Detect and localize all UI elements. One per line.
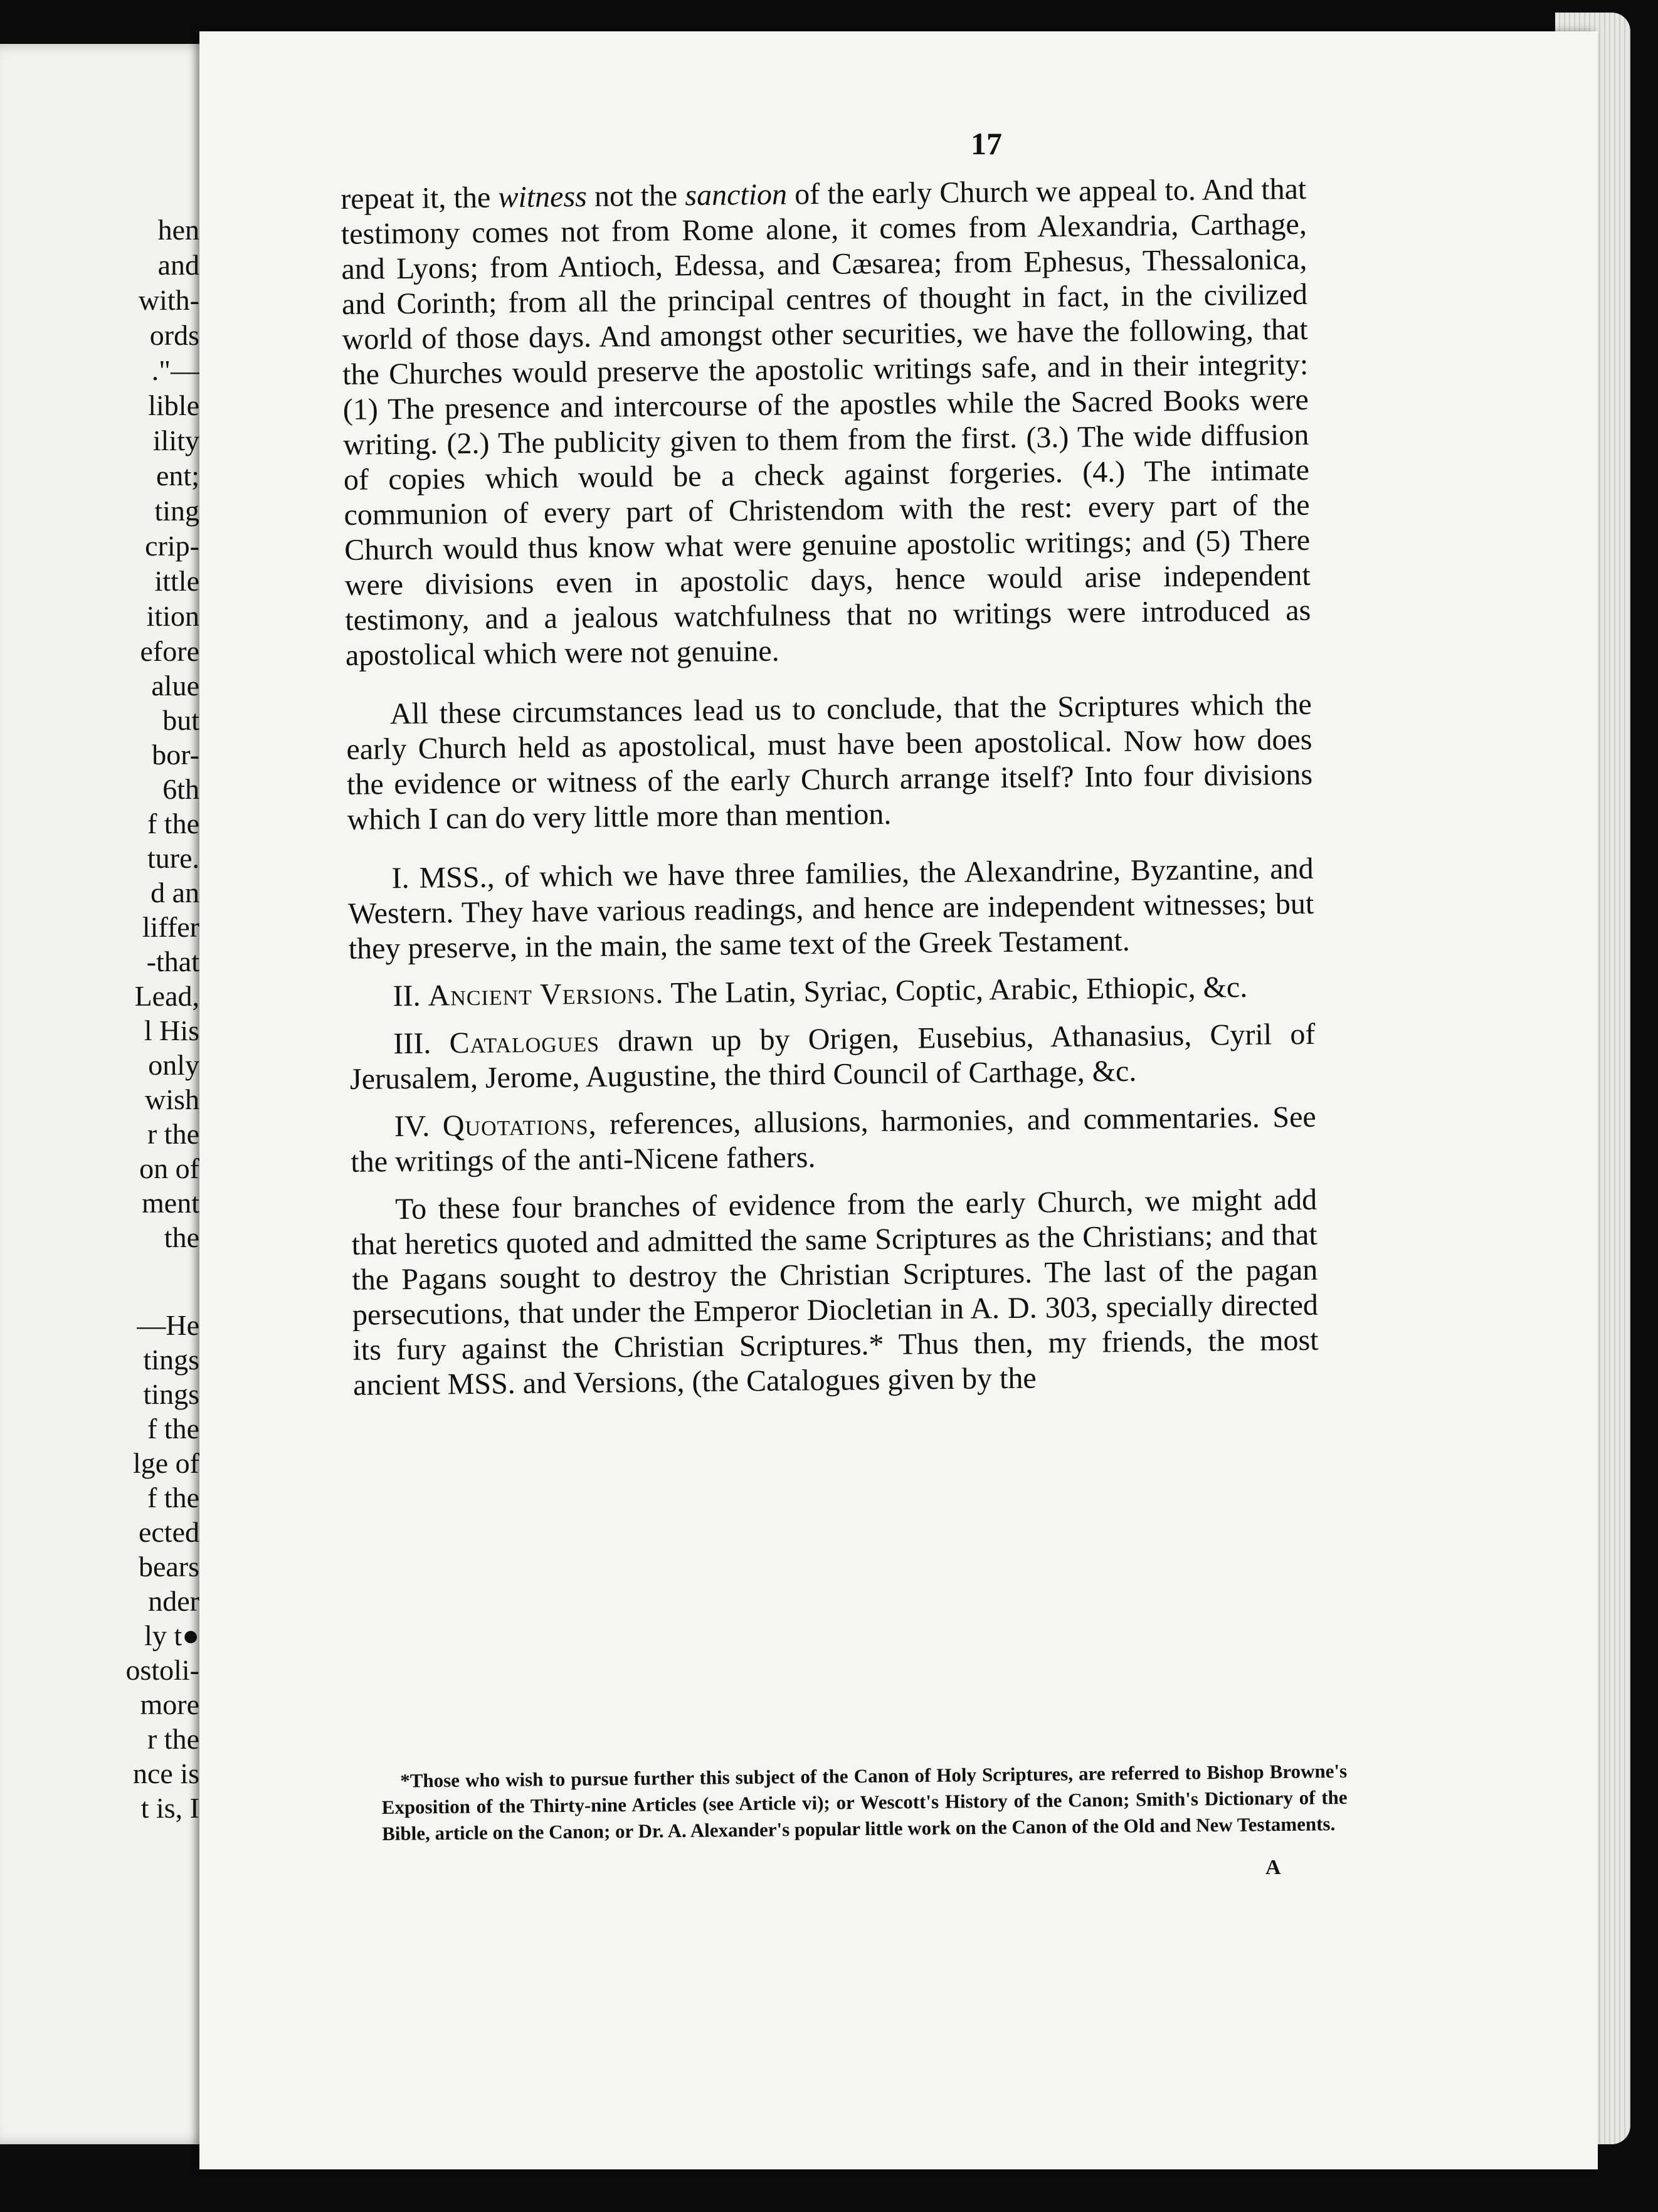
left-page-fragment: wish [145,1083,199,1115]
left-page-fragment: t is, I [140,1792,199,1824]
left-page-fragment: ."— [151,354,199,386]
left-page-fragment: f the [147,1413,199,1445]
left-page-fragment: f the [147,808,199,840]
left-page [0,44,213,2144]
left-page-fragment: hen [157,214,199,246]
left-page-fragment: the [164,1221,199,1253]
heading-ancient-versions: Ancient Versions. [428,976,664,1013]
left-page-fragment: bor- [152,739,199,771]
left-page-fragment: ittle [154,565,199,597]
left-page-fragment: and [157,249,199,281]
left-page-fragment: only [148,1049,199,1081]
paragraph-1: repeat it, the witness not the sanction of the early Church we appeal to. And that testimony comes not from Rome alone, it comes from Alexandria, Carthage, and Lyons; from Antioch, Edessa, and Cæsarea; from Ephesus, Thessalonica, and Corinth; from all the principal centres of thought in fact, in the civilized world of those days. And amongst other securities, we have the following, that the Churches would preserve the apostolic writings safe, and in their integrity: (1) The presence and intercourse of the apostles while the Sacred Books were writing. (2.) The publicity given to them from the first. (3.) The wide diffusion of copies which would be a check against forgeries. (4.) The intimate communion of every part of Christendom with the rest: every part of the Church would thus know what were genuine apostolic writings; and (5) There were divisions even in apostolic days, hence would arise independent testimony, and a jealous watchfulness that no writings were introduced as apostolical which were not genuine. [341,172,1311,672]
paragraph-heretics: To these four branches of evidence from the early Church, we might add that heretics quoted and admitted the same Scriptures as the Christians; and that the Pagans sought to destroy the Christian Scriptures. The last of the pagan persecutions, that under the Emperor Diocletian in A. D. 303, specially directed its fury against the Christian Scriptures.* Thus then, my friends, the most ancient MSS. and Versions, (the Catalogues given by the [351,1182,1319,1402]
left-page-fragment: liffer [142,911,199,943]
right-page [199,31,1598,2169]
paragraph-quotations: IV. Quotations, references, allusions, harmonies, and commentaries. See the writings of the anti-Nicene fathers. [351,1100,1316,1179]
left-page-fragment: with- [138,284,199,316]
left-page-fragment: tings [143,1378,199,1410]
left-page-fragment: lge of [132,1447,199,1479]
left-page-fragment: l His [144,1014,199,1046]
left-page-fragment: -that [146,945,199,977]
left-page-fragment: ly t● [144,1620,199,1651]
left-page-fragment: ition [146,600,199,632]
left-page-fragment: ting [154,495,199,527]
footnote-text: *Those who wish to pursue further this subject of the Canon of Holy Scriptures, are referred to Bishop Browne's Exposition of the Thirty-nine Articles (see Article vi); or Wescott's History of the Canon; Smith's Dictionary of the Bible, article on the Canon; or Dr. A. Alexander's popular little work on the Canon of the Old and New Testaments. [381,1759,1348,1845]
emphasis-sanction: sanction [685,177,788,213]
paragraph-2: All these circumstances lead us to conclude, that the Scriptures which the early Church held as apostolical, must have been apostolical. Now how does the evidence or witness of the early Church arrange itself? Into four divisions which I can do very little more than mention. [346,687,1313,836]
left-page-fragment: ostoli- [125,1654,199,1686]
left-page-fragment: ture. [147,842,199,874]
left-page-fragment: crip- [145,530,199,562]
left-page-fragment: Lead, [134,980,199,1012]
left-page-fragment: ent; [156,460,199,492]
left-page-fragment: lible [148,389,199,421]
left-page-fragment: bears [138,1551,199,1583]
paragraph-mss: I. MSS., of which we have three families, the Alexandrine, Byzantine, and Western. They have various readings, and hence are independent witnesses; but they preserve, in the main, the same text of the Greek Testament. [347,851,1314,966]
left-page-fragment: ility [152,424,199,456]
left-page-fragment: f the [147,1482,199,1514]
left-page-fragment: nder [148,1585,199,1617]
left-page-fragment: ment [142,1187,199,1219]
mss-lead: I. MSS., [391,860,495,895]
left-page-fragment: more [140,1688,199,1720]
heading-quotations: Quotations, [442,1107,597,1143]
left-page-fragment: ords [149,319,199,351]
paragraph-versions: II. Ancient Versions. The Latin, Syriac, Coptic, Arabic, Ethiopic, &c. [393,970,1248,1013]
page-number: 17 [971,126,1002,161]
left-page-fragment: d an [150,877,199,908]
signature-mark: A [1265,1856,1281,1879]
left-page-fragment: on of [139,1152,199,1184]
left-page-fragment: efore [140,635,199,667]
body-text [341,172,1319,1416]
footnote [381,1758,1348,1847]
emphasis-witness: witness [498,179,588,214]
left-page-fragment: 6th [162,773,199,805]
left-page-fragment: but [162,704,199,736]
paragraph-catalogues: III. Catalogues drawn up by Origen, Eusebius, Athanasius, Cyril of Jerusalem, Jerome, Augustine, the third Council of Carthage, &c. [349,1017,1316,1096]
left-page-fragment: tings [143,1344,199,1376]
left-page-fragment: r the [147,1118,199,1150]
left-page-fragment: alue [151,670,199,702]
left-page-fragment: —He [137,1309,199,1341]
left-page-fragment: nce is [132,1757,199,1789]
left-page-fragment: ected [138,1516,199,1548]
heading-catalogues: Catalogues [449,1024,600,1060]
left-page-fragment: r the [147,1723,199,1755]
